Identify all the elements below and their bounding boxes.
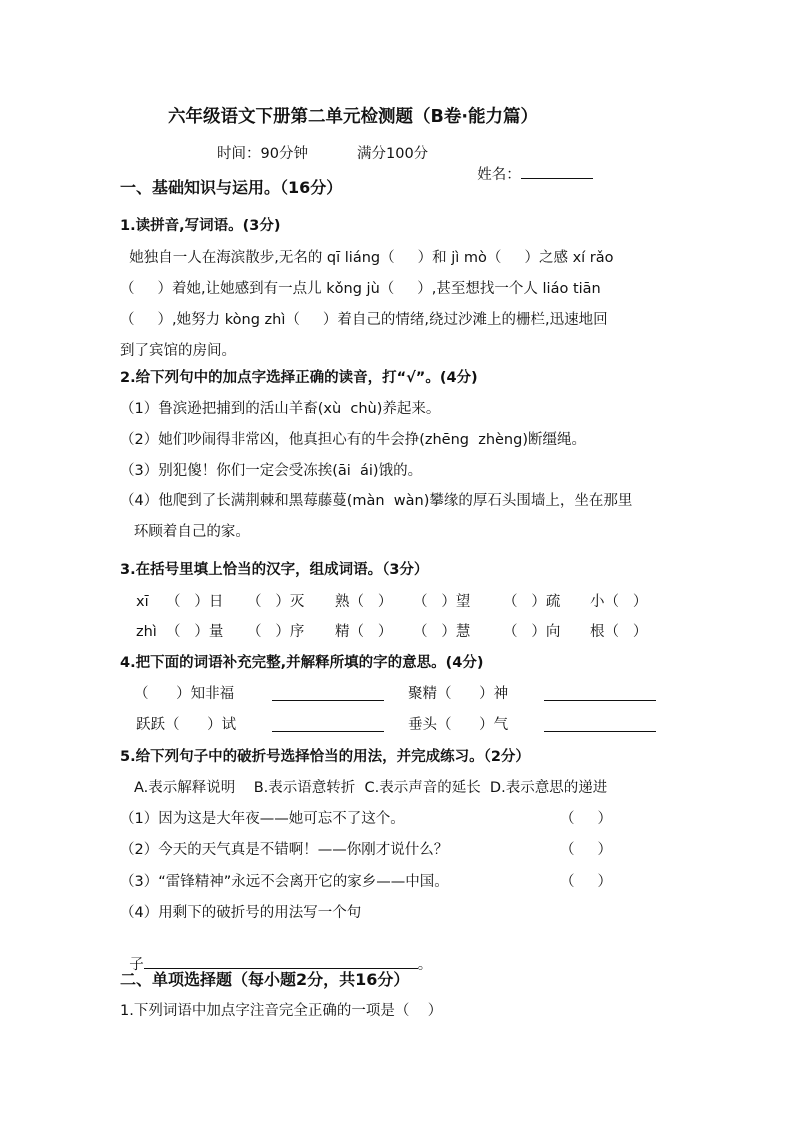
q1-line: 到了宾馆的房间。 (120, 343, 236, 359)
q5-item-4-period: 。 (417, 957, 433, 973)
q3-cell: （ ）望 (413, 594, 471, 610)
q2-item: （3）别犯傻！你们一定会受冻挨(āi ái)饿的。 (120, 463, 423, 479)
q4-row-1 (0, 684, 794, 704)
q1-line: （ ）,她努力 kòng zhì（ ）着自己的情绪,绕过沙滩上的栅栏,迅速地回 (120, 312, 608, 328)
q2-title: 2.给下列句中的加点字选择正确的读音，打“√”。(4分) (120, 370, 478, 386)
q1-line: （ ）着她,让她感到有一点儿 kǒng jù（ ）,甚至想找一个人 liáo tiān (120, 281, 601, 297)
q3-cell: 精（ ） (335, 624, 393, 640)
q5-options: A.表示解释说明 B.表示语意转折 C.表示声音的延长 D.表示意思的递进 (134, 780, 608, 796)
q2-item: （2）她们吵闹得非常凶，他真担心有的牛会挣(zhēng zhèng)断缰绳。 (120, 432, 586, 448)
time-label: 时间：90分钟 (217, 146, 308, 162)
section1-heading: 一、基础知识与运用。（16分） (120, 178, 343, 197)
q5-item-4-word: 子 (129, 957, 144, 973)
q5-item: （2）今天的天气真是不错啊！——你刚才说什么？ (120, 842, 449, 858)
q5-answer-paren[interactable]: （ ） (560, 811, 613, 827)
q4-item: 跃跃（ ）试 (136, 717, 237, 733)
section2-heading: 二、单项选择题（每小题2分，共16分） (120, 970, 410, 989)
q5-title: 5.给下列句子中的破折号选择恰当的用法，并完成练习。（2分） (120, 749, 530, 765)
q5-answer-paren[interactable]: （ ） (560, 874, 613, 890)
q3-cell: （ ）序 (247, 624, 305, 640)
q3-cell: 熟（ ） (335, 594, 393, 610)
page-title: 六年级语文下册第二单元检测题（B卷·能力篇） (168, 107, 538, 127)
q2-item: 环顾着自己的家。 (120, 524, 250, 540)
q5-item-row (0, 872, 794, 892)
q5-item: （1）因为这是大年夜——她可忘不了这个。 (120, 811, 405, 827)
q4-blank[interactable] (544, 717, 656, 732)
q3-pinyin: xī (136, 594, 149, 610)
q4-item: （ ）知非福 (134, 686, 235, 702)
q3-title: 3.在括号里填上恰当的汉字，组成词语。（3分） (120, 562, 429, 578)
q4-row-2 (0, 715, 794, 735)
q1-line: 她独自一人在海滨散步,无名的 qī liáng（ ）和 jì mò（ ）之感 xí rǎo (120, 250, 614, 266)
q1-title: 1.读拼音,写词语。(3分) (120, 218, 281, 234)
q3-cell: （ ）量 (166, 624, 224, 640)
q3-cell: （ ）疏 (503, 594, 561, 610)
score-label: 满分100分 (357, 146, 429, 162)
q5-item-row (0, 809, 794, 829)
name-blank[interactable] (521, 164, 593, 179)
q4-blank[interactable] (544, 686, 656, 701)
q3-row-2 (0, 622, 794, 642)
q3-row-1 (0, 592, 794, 612)
q5-item-row (0, 840, 794, 860)
q5-answer-paren[interactable]: （ ） (560, 842, 613, 858)
q4-title: 4.把下面的词语补充完整,并解释所填的字的意思。(4分) (120, 655, 484, 671)
q5-item-4: （4）用剩下的破折号的用法写一个句 (120, 905, 362, 921)
name-label (468, 144, 593, 185)
q3-cell: 根（ ） (590, 624, 648, 640)
q3-pinyin: zhì (136, 624, 157, 640)
q3-cell: （ ）日 (166, 594, 224, 610)
q5-item-4-cont (120, 934, 432, 975)
q2-item: （4）他爬到了长满荆棘和黑莓藤蔓(màn wàn)攀缘的厚石头围墙上，坐在那里 (120, 493, 633, 509)
q2-item: （1）鲁滨逊把捕到的活山羊畜(xù chù)养起来。 (120, 401, 441, 417)
q5-sentence-blank[interactable] (144, 954, 418, 969)
q3-cell: （ ）灭 (247, 594, 305, 610)
name-label-text: 姓名： (477, 167, 521, 183)
q3-cell: （ ）慧 (413, 624, 471, 640)
q3-cell: 小（ ） (590, 594, 648, 610)
q4-blank[interactable] (272, 686, 384, 701)
q4-blank[interactable] (272, 717, 384, 732)
s2-q1: 1.下列词语中加点字注音完全正确的一项是（ ） (120, 1003, 443, 1019)
q4-item: 垂头（ ）气 (408, 717, 509, 733)
q5-item: （3）“雷锋精神”永远不会离开它的家乡——中国。 (120, 874, 449, 890)
q4-item: 聚精（ ）神 (408, 686, 509, 702)
q3-cell: （ ）向 (503, 624, 561, 640)
